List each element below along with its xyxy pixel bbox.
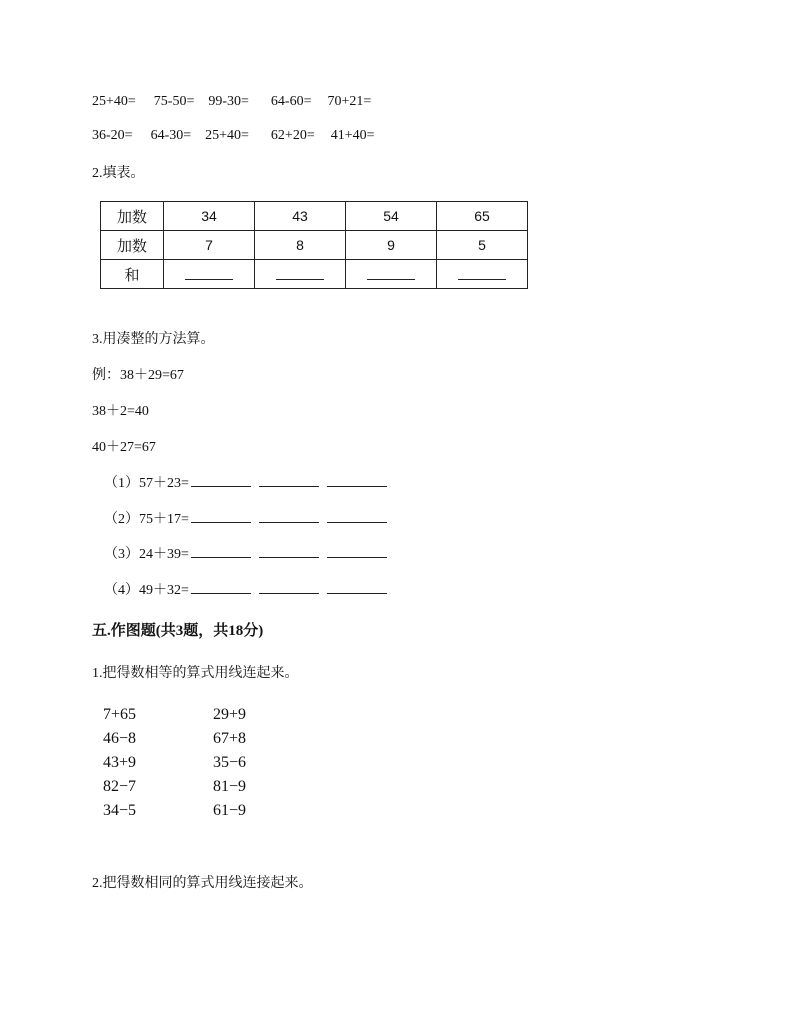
match-right-column <box>213 703 246 823</box>
answer-blank[interactable] <box>327 474 387 487</box>
exercise-text: （1）57＋23= <box>104 476 189 491</box>
answer-blank[interactable] <box>191 545 251 558</box>
match-item[interactable]: 46−8 <box>103 730 137 747</box>
calc-row-2 <box>92 128 375 144</box>
table-cell: 54 <box>346 202 437 231</box>
row-label: 加数 <box>101 202 164 231</box>
exercise-text: （4）49＋32= <box>104 583 189 598</box>
example-line-3: 40＋27=67 <box>92 440 156 455</box>
match-item[interactable]: 34−5 <box>103 802 137 819</box>
equation: 99-30= <box>208 94 249 109</box>
equation: 62+20= <box>270 128 315 143</box>
table-cell: 7 <box>164 231 255 260</box>
addition-table <box>100 201 528 289</box>
row-label: 和 <box>101 260 164 289</box>
table-row <box>101 202 528 231</box>
answer-blank[interactable] <box>259 581 319 594</box>
answer-blank[interactable] <box>259 510 319 523</box>
match-item[interactable]: 29+9 <box>213 706 247 723</box>
table-cell: 5 <box>437 231 528 260</box>
section-5-title: 五.作图题(共3题，共18分) <box>92 623 264 639</box>
exercise-text: （2）75＋17= <box>104 512 189 527</box>
example-line-2: 38＋2=40 <box>92 404 149 419</box>
answer-blank[interactable] <box>327 510 387 523</box>
equation: 64-30= <box>150 128 192 143</box>
answer-blank[interactable] <box>327 581 387 594</box>
answer-blank[interactable] <box>259 545 319 558</box>
table-cell: 65 <box>437 202 528 231</box>
row-label: 加数 <box>101 231 164 260</box>
answer-blank[interactable] <box>259 474 319 487</box>
table-row <box>101 260 528 289</box>
match-item[interactable]: 35−6 <box>213 754 247 771</box>
answer-cell[interactable] <box>164 260 255 289</box>
equation: 64-60= <box>270 94 312 109</box>
answer-cell[interactable] <box>437 260 528 289</box>
exercise-2 <box>104 508 387 528</box>
match-item[interactable]: 82−7 <box>103 778 137 795</box>
table-cell: 43 <box>255 202 346 231</box>
equation: 25+40= <box>92 94 136 109</box>
answer-cell[interactable] <box>255 260 346 289</box>
match-item[interactable]: 43+9 <box>103 754 137 771</box>
match-item[interactable]: 81−9 <box>213 778 247 795</box>
answer-blank[interactable] <box>185 265 233 280</box>
answer-blank[interactable] <box>191 510 251 523</box>
answer-blank[interactable] <box>191 474 251 487</box>
table-cell: 9 <box>346 231 437 260</box>
answer-blank[interactable] <box>367 265 415 280</box>
exercise-4 <box>104 579 387 599</box>
exercise-3 <box>104 543 387 563</box>
example-line-1: 例：38＋29=67 <box>92 368 184 383</box>
exercise-1 <box>104 472 387 492</box>
answer-blank[interactable] <box>276 265 324 280</box>
table-cell: 8 <box>255 231 346 260</box>
equation: 75-50= <box>153 94 195 109</box>
equation: 70+21= <box>327 94 372 109</box>
table-cell: 34 <box>164 202 255 231</box>
match-item[interactable]: 7+65 <box>103 706 137 723</box>
equation: 36-20= <box>92 128 133 143</box>
question-3-title: 3.用凑整的方法算。 <box>92 332 215 347</box>
answer-blank[interactable] <box>458 265 506 280</box>
exercise-text: （3）24＋39= <box>104 547 189 562</box>
question-5-1-title: 1.把得数相等的算式用线连起来。 <box>92 666 299 681</box>
match-item[interactable]: 67+8 <box>213 730 247 747</box>
match-left-column <box>103 703 136 823</box>
question-2-title: 2.填表。 <box>92 166 145 181</box>
question-5-2-title: 2.把得数相同的算式用线连接起来。 <box>92 876 313 891</box>
equation: 25+40= <box>205 128 249 143</box>
table-row <box>101 231 528 260</box>
answer-blank[interactable] <box>327 545 387 558</box>
match-item[interactable]: 61−9 <box>213 802 247 819</box>
calc-row-1 <box>92 94 371 110</box>
answer-blank[interactable] <box>191 581 251 594</box>
answer-cell[interactable] <box>346 260 437 289</box>
equation: 41+40= <box>330 128 375 143</box>
